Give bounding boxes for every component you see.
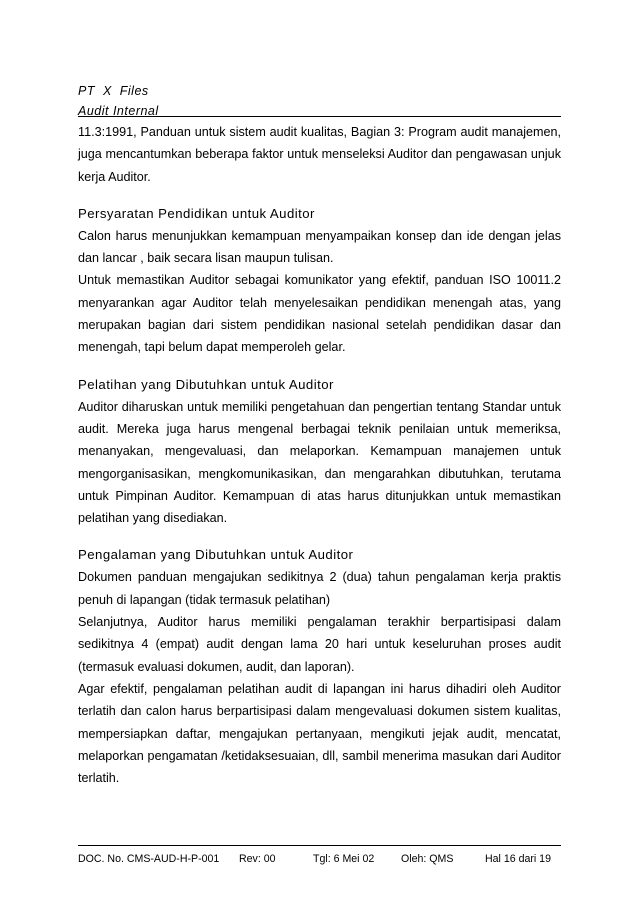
body-paragraph: Dokumen panduan mengajukan sedikitnya 2 (dua) tahun pengalaman kerja praktis penuh di lapangan (tidak termasuk pelatihan) [78, 570, 561, 607]
training-section [78, 374, 561, 530]
intro-section [78, 121, 561, 188]
section-spacer [78, 188, 561, 203]
body-paragraph: 11.3:1991, Panduan untuk sistem audit kualitas, Bagian 3: Program audit manajemen, juga mencantumkan beberapa faktor untuk menseleksi Auditor dan pengawasan unjuk kerja Auditor. [78, 125, 561, 184]
body-paragraph: Agar efektif, pengalaman pelatihan audit di lapangan ini harus dihadiri oleh Auditor terlatih dan calon harus berpartisipasi dalam mengevaluasi dokumen sistem kualitas, mempersiapkan daftar, mengajukan pertanyaan, mengikuti jejak audit, mencatat, melaporkan pengamatan /ketidaksesuaian, dll, sambil menerima masukan dari Auditor terlatih. [78, 681, 561, 786]
author: Oleh: QMS [401, 853, 454, 865]
section-heading: Pelatihan yang Dibutuhkan untuk Auditor [78, 376, 334, 392]
body-paragraph: Calon harus menunjukkan kemampuan menyampaikan konsep dan ide dengan jelas dan lancar , baik secara lisan maupun tulisan. [78, 228, 561, 266]
education-section [78, 203, 561, 359]
section-spacer [78, 529, 561, 544]
body-paragraph: Auditor diharuskan untuk memiliki pengetahuan dan pengertian tentang Standar untuk audit. Mereka juga harus mengenal berbagai teknik penilaian untuk memeriksa, menanyakan, mengevaluasi, dan melaporkan. Kemampuan manajemen untuk mengorganisasikan, mengkomunikasikan, dan mengarahkan dibutuhkan, terutama untuk Pimpinan Auditor. Kemampuan di atas harus ditunjukkan untuk memastikan pelatihan yang disediakan. [78, 399, 561, 526]
section-heading: Persyaratan Pendidikan untuk Auditor [78, 205, 315, 221]
department-name: Audit Internal [78, 104, 159, 118]
revision: Rev: 00 [239, 853, 276, 865]
page-header [78, 81, 561, 121]
doc-number: DOC. No. CMS-AUD-H-P-001 [78, 853, 220, 865]
experience-section [78, 544, 561, 789]
section-heading: Pengalaman yang Dibutuhkan untuk Auditor [78, 547, 354, 563]
date: Tgl: 6 Mei 02 [313, 853, 375, 865]
footer-divider [78, 845, 561, 846]
section-spacer [78, 359, 561, 374]
company-name: PT X Files [78, 84, 149, 98]
document-body [78, 121, 561, 789]
header-divider [78, 116, 561, 117]
page-number: Hal 16 dari 19 [485, 853, 551, 865]
body-paragraph: Selanjutnya, Auditor harus memiliki pengalaman terakhir berpartisipasi dalam sedikitnya 4 (empat) audit dengan lama 20 hari untuk keseluruhan proses audit (termasuk evaluasi dokumen, audit, dan laporan). [78, 615, 561, 674]
page-footer [78, 851, 561, 867]
body-paragraph: Untuk memastikan Auditor sebagai komunikator yang efektif, panduan ISO 10011.2 menyarankan agar Auditor telah menyelesaikan pendidikan menengah atas, yang merupakan bagian dari sistem pendidikan nasional setelah pendidikan dasar dan menengah, tapi belum dapat memperoleh gelar. [78, 273, 561, 355]
